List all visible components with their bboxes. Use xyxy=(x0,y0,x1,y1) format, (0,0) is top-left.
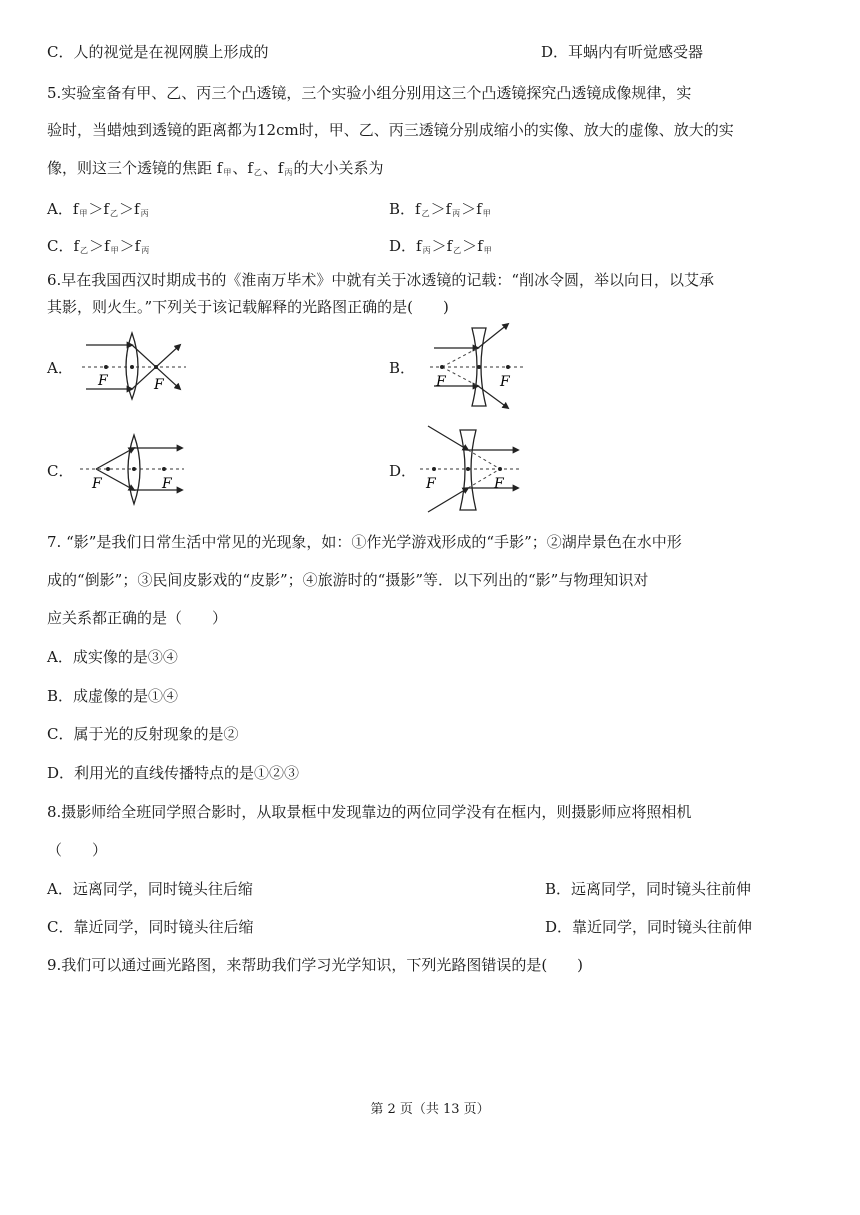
q6-diagram-c xyxy=(78,430,188,508)
q4-option-d: D．耳蜗内有听觉感受器 xyxy=(541,43,704,61)
q5-option-d: D．$f_丙>f_乙>f_甲$ xyxy=(389,237,492,255)
q5-option-c: C．$f_乙>f_甲>f_丙$ xyxy=(47,237,150,255)
page-number: 第 2 页（共 13 页） xyxy=(370,1102,490,1117)
focus-label: F xyxy=(426,476,436,492)
q7-option-a: A．成实像的是③④ xyxy=(47,648,178,666)
q7-line-1: 7. “影”是我们日常生活中常见的光现象，如：①作光学游戏形成的“手影”；②湖岸景色在水中形 xyxy=(47,533,682,551)
q6-line-1: 6.早在我国西汉时期成书的《淮南万毕术》中就有关于冰透镜的记载：“削冰令圆，举以向日，以艾承 xyxy=(47,271,714,289)
q8-line-1: 8.摄影师给全班同学照合影时，从取景框中发现靠边的两位同学没有在框内，则摄影师应将照相机 xyxy=(47,803,692,821)
q7-option-d: D．利用光的直线传播特点的是①②③ xyxy=(47,764,300,782)
q6-diagram-b xyxy=(428,318,528,410)
q9-line-1: 9.我们可以通过画光路图，来帮助我们学习光学知识，下列光路图错误的是( ) xyxy=(47,956,584,974)
focus-label: F xyxy=(162,476,172,492)
q6-option-a-label: A． xyxy=(47,359,73,377)
q7-line-2: 成的“倒影”；③民间皮影戏的“皮影”；④旅游时的“摄影”等．以下列出的“影”与物理知识对 xyxy=(47,571,649,589)
q5-option-b: B．$f_乙>f_丙>f_甲$ xyxy=(389,200,491,218)
q6-option-d-label: D． xyxy=(389,462,417,480)
q8-option-c: C．靠近同学，同时镜头往后缩 xyxy=(47,918,254,936)
q7-line-3: 应关系都正确的是（ ） xyxy=(47,609,228,627)
q5-line-2: 验时，当蜡烛到透镜的距离都为12cm时，甲、乙、丙三透镜分别成缩小的实像、放大的虚像、放大的实 xyxy=(47,121,734,139)
focus-label: F xyxy=(98,373,108,389)
q5-option-a: A．$f_甲>f_乙>f_丙$ xyxy=(47,200,149,218)
q6-option-b-label: B． xyxy=(389,359,416,377)
q8-line-2: （ ） xyxy=(47,841,108,859)
q6-diagram-a xyxy=(80,327,190,402)
focus-label: F xyxy=(92,476,102,492)
focus-label: F xyxy=(436,374,446,390)
q8-option-d: D．靠近同学，同时镜头往前伸 xyxy=(545,918,753,936)
q8-option-b: B．远离同学，同时镜头往前伸 xyxy=(545,880,752,898)
q7-option-c: C．属于光的反射现象的是② xyxy=(47,725,239,743)
focus-label: F xyxy=(494,476,504,492)
focus-label: F xyxy=(154,377,164,393)
q7-option-b: B．成虚像的是①④ xyxy=(47,687,179,705)
q5-line-1: 5.实验室备有甲、乙、丙三个凸透镜，三个实验小组分别用这三个凸透镜探究凸透镜成像规律，实 xyxy=(47,84,692,102)
q6-option-c-label: C． xyxy=(47,462,74,480)
q4-option-c: C．人的视觉是在视网膜上形成的 xyxy=(47,43,269,61)
q5-line-3: 像，则这三个透镜的焦距 $f_甲$、$f_乙$、$f_丙$的大小关系为 xyxy=(47,159,384,177)
q6-diagram-d xyxy=(418,422,526,516)
focus-label: F xyxy=(500,374,510,390)
q6-line-2: 其影，则火生。”下列关于该记载解释的光路图正确的是( ) xyxy=(47,298,449,316)
q8-option-a: A．远离同学，同时镜头往后缩 xyxy=(47,880,253,898)
